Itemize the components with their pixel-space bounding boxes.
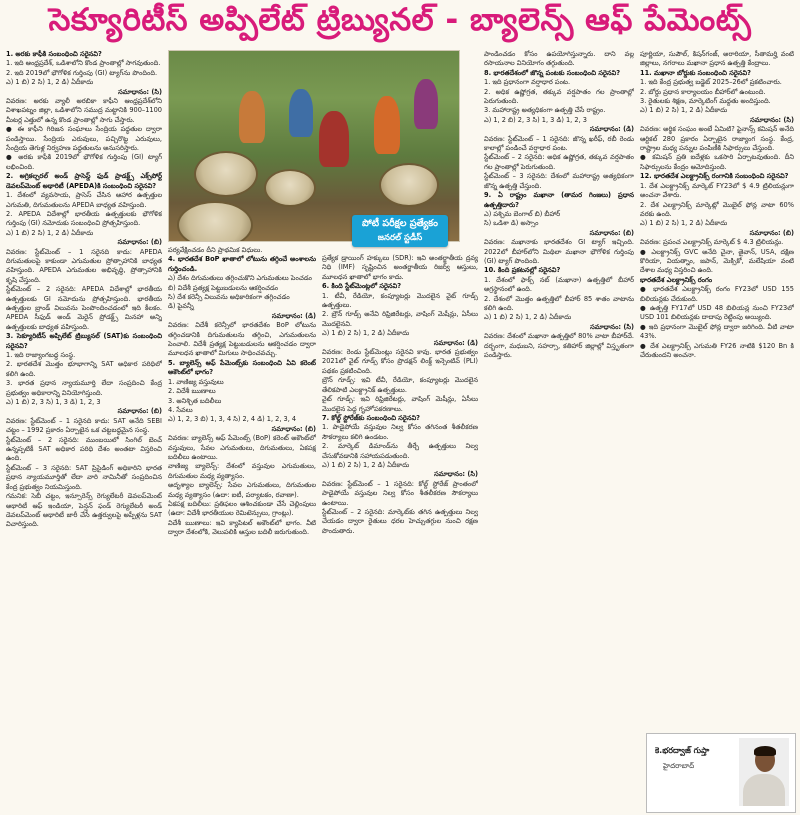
article-paragraph: బ్రౌన్ గూడ్స్: ఇవి టీవీ, రేడియో, కంప్యూటర్లు మొదలైన తేలికపాటి ఎలక్ట్రానిక్ ఉత్పత్తులు. [322, 376, 478, 394]
article-paragraph: వివరణ: అర్థిక సంఘం అంటే ఏమిటి? ఫైనాన్స్ కమిషన్ అనేది ఆర్టికల్ 280 ప్రకారం ఏర్పాటైన రాజ్యాంగ సంస్థ. కేంద్ర, రాష్ట్రాల మధ్య పన్నుల పంపిణీకి సిఫార్సులు చేస్తుంది. [640, 125, 794, 153]
article-paragraph: సి) ఒడిశా డి) అస్సాం [484, 219, 539, 228]
article-paragraph: ఎ) 1, 2 బి) 2, 3 సి) 1, 3 డి) 1, 2, 3 [484, 115, 587, 124]
question-heading: 11. మఖానా బోర్డుకు సంబంధించి సరైనవి? [640, 68, 751, 77]
avatar [739, 738, 789, 806]
article-paragraph: 3. మహారాష్ట్ర అత్యధికంగా ఉత్పత్తి చేసే రాష్ట్రం. [484, 106, 606, 115]
article-paragraph: ఎ) 1, 2, 3 బి) 1, 3, 4 సి) 2, 4 డి) 1, 2, 3, 4 [168, 415, 297, 424]
article-paragraph: ● ఇది ప్రధానంగా మొబైల్ ఫోన్ల ద్వారా జరిగింది. వీటి వాటా 43%. [640, 322, 794, 341]
article-paragraph: 1. ఇది రాజ్యాంగబద్ధ సంస్థ. [6, 351, 76, 359]
article-paragraph: 2. బోర్డు ప్రధాన కార్యాలయం బీహార్‌లో ఉంటుంది. [640, 87, 766, 96]
article-paragraph: వివరణ: స్టేట్‌మెంట్ – 1 సరైనది: జొన్న ఖరీఫ్, రబీ రెండు కాలాల్లో పండించే వర్షాధార పంట. [484, 134, 634, 153]
answer-line: సమాధానం: (సి) [750, 115, 794, 124]
article-paragraph: ఎ) 1 బి) 2 సి) 1, 2 డి) ఏదీకాదు [6, 78, 94, 87]
basket [264, 169, 316, 207]
article-paragraph: సి) దేశ కరెన్సీ విలువను అధికారికంగా తగ్గించడం [168, 293, 290, 302]
article-paragraph: ఎ) 1 బి) 2 సి) 1, 2 డి) ఏదీకాదు [640, 106, 728, 115]
article-paragraph: ఎ) దేశం దిగుమతులు తగ్గించుకొని ఎగుమతులు పెంచడం [168, 274, 312, 283]
article-paragraph: వాణిజ్య బ్యాలెన్స్: దేశంలో వస్తువుల ఎగుమతులు, దిగుమతుల మధ్య వ్యత్యాసం. [168, 462, 316, 480]
article-paragraph: 3. భారత ప్రధాన న్యాయమూర్తి లేదా సంప్రదించి కేంద్ర ప్రభుత్వం అధికారాన్ని వినియోగిస్తుంది. [6, 379, 162, 397]
article-paragraph: ఎ) 1 బి) 2 సి) 1, 2 డి) ఏదీకాదు [640, 219, 728, 228]
article-paragraph: ● భారతదేశ ఎలక్ట్రానిక్స్ రంగం FY23లో USD 155 బిలియన్లకు చేరుకుంది. [640, 285, 794, 303]
article-paragraph: విదేశీ ఋణాలు: ఇవి క్యాపిటల్ అకౌంట్‌లో భాగం. వీటి ద్వారా దేశంలోకి, వెలుపలికి ఆస్తుల బదిలీ జరుగుతుంది. [168, 518, 316, 537]
answer-line: సమాధానం: (సి) [118, 87, 162, 96]
farmer-figure [414, 79, 438, 129]
author-box [646, 733, 796, 813]
question-heading: 7. కోల్డ్ స్టోరేజ్‌కు సంబంధించి సరైనవి? [322, 413, 420, 422]
article-paragraph: వివరణ: స్టేట్‌మెంట్ – 1 సరైనది కాదు: APEDA దిగుమతులపై కాకుండా ఎగుమతుల ప్రోత్సాహానికి బాధ్యత వహిస్తుంది. APEDA ఎగుమతుల అభివృద్ధి, ప్రోత్సాహానికి కృషి చేస్తుంది. [6, 247, 162, 284]
article-paragraph: 2. దేశ ఎలక్ట్రానిక్స్ మార్కెట్లో మొబైల్ ఫోన్ల వాటా 60% వరకు ఉంది. [640, 200, 794, 218]
author-place: హైదరాబాద్ [663, 762, 695, 770]
article-paragraph: స్టేట్‌మెంట్ – 2 సరైనది: మార్కెట్‌కు తగిన ఉత్పత్తులు నిల్వ చేయడం ద్వారా రైతులు ధరల హెచ్చుతగ్గుల నుంచి రక్షణ పొందుతారు. [322, 507, 478, 535]
article-paragraph: ఎ) 1 బి) 2 సి) 1, 2 డి) ఏదీకాదు [322, 460, 410, 469]
article-column-1 [6, 50, 162, 810]
article-paragraph: వివరణ: దేశంలో మఖానా ఉత్పత్తిలో 80% వాటా బీహార్‌దే. దర్భంగా, మధుబని, సహర్సా, కతిహార్ జిల్లాల్లో విస్తృతంగా పండిస్తారు. [484, 332, 634, 359]
article-paragraph: స్టేట్‌మెంట్ – 3 సరైనది: దేశంలో మహారాష్ట్ర అత్యధికంగా జొన్న ఉత్పత్తి చేస్తుంది. [484, 172, 634, 190]
article-paragraph: ఏకపక్ష బదిలీలు: ప్రతిఫలం ఆశించకుండా చేసే చెల్లింపులు (ఉదా: విదేశీ భారతీయుల రెమిటెన్సులు, గ్రాంట్లు). [168, 499, 316, 518]
question-heading: 12. భారతదేశ ఎలక్ట్రానిక్స్ రంగానికి సంబంధించి సరైనవి? [640, 172, 789, 181]
article-paragraph: ● ఉత్పత్తి FY17లో USD 48 బిలియన్ల నుంచి FY23లో USD 101 బిలియన్లకు దాదాపు రెట్టింపు అయ్యింది. [640, 303, 794, 322]
article-paragraph: ఎ) 1 బి) 2 సి) 1, 2 డి) ఏదీకాదు [6, 228, 94, 237]
article-paragraph: ఎ) పశ్చిమ బెంగాల్ బి) బీహార్ [484, 209, 561, 218]
article-paragraph: 1. టీవీ, రేడియో, కంప్యూటర్లు మొదలైన వైట్ గూడ్స్ ఉత్పత్తులు. [322, 291, 478, 310]
article-paragraph: స్టేట్‌మెంట్ – 2 సరైనది: APEDA విదేశాల్లో భారతీయ ఉత్పత్తులకు GI నమోదును ప్రోత్సహిస్తుంది. భారతీయ ఉత్పత్తుల బ్రాండ్ విలువను పెంపొందించడంలో ఇది కీలకం. APEDA సీఫుడ్ అండ్ మెరైన్ ప్రోడక్ట్స్ మినహా అన్ని ఉత్పత్తులకు బాధ్యత వహిస్తుంది. [6, 285, 162, 331]
article-paragraph: అదృశ్యాల బ్యాలెన్స్: సేవల ఎగుమతులు, దిగుమతుల మధ్య వ్యత్యాసం (ఉదా: ఐటీ, పర్యాటకం, రవాణా). [168, 481, 316, 499]
question-heading: భారతదేశ ఎలక్ట్రానిక్స్ రంగం [640, 275, 713, 284]
article-paragraph: 2. భారతదేశ మొత్తం భూభాగాన్ని SAT అధికార పరిధిలో కలిగి ఉంది. [6, 360, 162, 378]
question-heading: 1. అరకు కాఫీకి సంబంధించి సరైనవి? [6, 50, 102, 58]
farmer-figure [239, 91, 265, 143]
article-paragraph: 4. సేవలు [168, 405, 193, 414]
question-heading: 2. అగ్రికల్చరల్ అండ్ ప్రాసెస్డ్ ఫుడ్ ప్రాడక్ట్స్ ఎక్స్‌పోర్ట్ డెవలప్‌మెంట్ అథారిటీ (APEDA)కి సంబంధించి సరైనవి? [6, 172, 162, 190]
article-column-4 [484, 50, 634, 810]
answer-line: సమాధానం: (బి) [589, 228, 634, 237]
question-heading: 10. కింది ప్రకటనల్లో సరైనవి? [484, 266, 561, 275]
article-paragraph: 2. APEDA విదేశాల్లో భారతీయ ఉత్పత్తులకు భౌగోళిక గుర్తింపు (GI) నమోదుకు సంబంధించి ప్రోత్సహిస్తుంది. [6, 209, 162, 228]
article-paragraph: పూర్ణియా, సుపౌల్, కిషన్‌గంజ్, అరారియా, సీతామర్హి వంటి జిల్లాలు, నగరాలు మఖానా ప్రధాన ఉత్పత్తి కేంద్రాలు. [640, 50, 794, 68]
answer-line: సమాధానం: (బి) [749, 228, 794, 237]
article-paragraph: గమనిక: సెబీ చట్టం, ఇన్సూరెన్స్ రెగ్యులేటరీ డెవలప్‌మెంట్ అథారిటీ ఆఫ్ ఇండియా, పెన్షన్ ఫండ్ రెగ్యులేటరీ అండ్ డెవలప్‌మెంట్ అథారిటీ జారీ చేసే ఉత్తర్వులపై అప్పీళ్లను SAT విచారిస్తుంది. [6, 492, 162, 529]
answer-line: సమాధానం: (డి) [433, 338, 478, 347]
article-paragraph: స్టేట్‌మెంట్ – 2 సరైనది: అధిక ఉష్ణోగ్రత, తక్కువ వర్షపాతం గల ప్రాంతాల్లో పెరుగుతుంది. [484, 153, 634, 171]
article-paragraph: 2. ఇది 2019లో భౌగోళిక గుర్తింపు (GI) ట్యాగ్‌ను పొందింది. [6, 68, 158, 77]
article-paragraph: వివరణ: స్టేట్‌మెంట్ – 1 సరైనది: కోల్డ్ స్టోరేజ్ ప్రాంతంలో పాడైపోయే వస్తువుల నిల్వ కోసం శీతలీకరణ సౌకర్యాలు ఉంటాయి. [322, 479, 478, 507]
article-paragraph: ● దేశ ఎలక్ట్రానిక్స్ ఎగుమతి FY26 నాటికి $120 Bn కి చేరుతుందని అంచనా. [640, 341, 794, 359]
article-paragraph: వివరణ: విదేశీ కరెన్సీలో భారతదేశం BoP లోటును తగ్గించడానికి దిగుమతులను తగ్గించి, ఎగుమతులను పెంచాలి. విదేశీ ప్రత్యక్ష పెట్టుబడులను ఆకర్షించడం ద్వారా మూలధన ఖాతాలో మిగులు సాధించవచ్చు. [168, 321, 316, 358]
article-paragraph: ● అరకు కాఫీకి 2019లో భౌగోళిక గుర్తింపు (GI) ట్యాగ్ లభించింది. [6, 153, 162, 171]
answer-line: సమాధానం: (డి) [271, 311, 316, 320]
article-paragraph: 1. దేశంలో ఫాక్స్ నట్ (మఖానా) ఉత్పత్తిలో బీహార్ అగ్రస్థానంలో ఉంది. [484, 275, 634, 294]
article-paragraph: వైట్ గూడ్స్: ఇవి రిఫ్రిజిరేటర్లు, వాషింగ్ మెషీన్లు, ఏసీలు మొదలైన పెద్ద గృహోపకరణాలు. [322, 395, 478, 413]
article-paragraph: 2. బ్రౌన్ గూడ్స్ అనేవి రిఫ్రిజిరేటర్లు, వాషింగ్ మెషీన్లు, ఏసీలు మొదలైనవి. [322, 310, 478, 328]
answer-line: సమాధానం: (బి) [117, 238, 162, 247]
article-paragraph: ఎ) 1 బి) 2, 3 సి) 1, 3 డి) 1, 2, 3 [6, 398, 101, 407]
article-paragraph: ప్రత్యేక డ్రాయింగ్ హక్కులు (SDR): ఇవి అంతర్జాతీయ ద్రవ్య నిధి (IMF) సృష్టించిన అంతర్జాతీయ రిజర్వ్ ఆస్తులు, మూలధన ఖాతాలో భాగం కాదు. [322, 254, 478, 281]
article-paragraph: 2. మార్కెట్ డిమాండ్‌ను తీర్చే ఉత్పత్తులు నిల్వ చేసుకోవడానికి సహాయపడుతుంది. [322, 442, 478, 460]
article-paragraph: 1. దేశంలో వ్యవసాయ, ప్రాసెస్ చేసిన ఆహార ఉత్పత్తుల ఎగుమతి, దిగుమతులను APEDA బాధ్యత వహిస్తుంది. [6, 191, 162, 209]
question-heading: 8. భారతదేశంలో జొన్న పంటకు సంబంధించి సరైనవి? [484, 68, 621, 77]
article-paragraph: 1. ఇది కేంద్ర ప్రభుత్వ బడ్జెట్ 2025–26లో ప్రకటించారు. [640, 78, 782, 87]
question-heading: 3. సెక్యూరిటీస్ అప్పిలేట్ ట్రిబ్యునల్ (SAT)కు సంబంధించి సరైనవి? [6, 332, 162, 350]
article-paragraph: 1. వాణిజ్య వస్తువులు [168, 377, 224, 386]
article-paragraph: 1. ఇది ప్రధానంగా వర్షాధార పంట. [484, 78, 571, 87]
article-paragraph: స్టేట్‌మెంట్ – 2 సరైనది: ముంబయిలో సింగిల్ బెంచ్ ఉన్నప్పటికీ SAT అధికార పరిధి దేశం అంతటా విస్తరించి ఉంది. [6, 435, 162, 463]
page-title: సెక్యూరిటీస్ అప్పిలేట్ ట్రిబ్యునల్ - బ్యాలెన్స్ ఆఫ్ పేమెంట్స్ [48, 1, 752, 38]
answer-line: సమాధానం: (బి) [117, 407, 162, 416]
question-heading: 6. కింది స్టేట్‌మెంట్లలో సరైనవి? [322, 282, 402, 291]
answer-line: సమాధానం: (డి) [589, 125, 634, 134]
article-paragraph: పాండించడం కోసం ఉపయోగిస్తున్నారు. దాని వల్ల రసాయనాల వినియోగం తగ్గుతుంది. [484, 50, 634, 68]
answer-line: సమాధానం: (సి) [434, 470, 478, 479]
question-heading: 4. భారతదేశ BoP ఖాతాలో లోటును తగ్గించే అంశాలను గుర్తించండి. [168, 255, 316, 273]
article-paragraph: పర్యవేక్షించడం దీని ప్రాథమిక విధులు. [168, 246, 263, 254]
article-paragraph: 2. అధిక ఉష్ణోగ్రత, తక్కువ వర్షపాతం గల ప్రాంతాల్లో పెరుగుతుంది. [484, 87, 634, 106]
answer-line: సమాధానం: (బి) [271, 424, 316, 433]
article-paragraph: వివరణ: రెండు స్టేట్‌మెంట్లు సరైనవి కావు. భారత ప్రభుత్వం 2021లో వైట్ గూడ్స్ కోసం ప్రొడక్షన్ లింక్డ్ ఇన్సెంటివ్ (PLI) పథకం ప్రకటించింది. [322, 348, 478, 375]
article-paragraph: బి) విదేశీ ప్రత్యక్ష పెట్టుబడులను ఆకర్షించడం [168, 283, 279, 292]
article-paragraph: ● ఈ కాఫీని గిరిజన సంఘాలు సేంద్రియ పద్ధతుల ద్వారా పండిస్తాయి. సేంద్రియ ఎరువులు, పచ్చిరొట్ట ఎరువులు, సేంద్రియ తెగుళ్ల నిర్వహణ పద్ధతులను అనుసరిస్తారు. [6, 125, 162, 153]
article-paragraph: స్టేట్‌మెంట్ – 3 సరైనది: SAT ప్రిసైడింగ్ అధికారిని భారత ప్రధాన న్యాయమూర్తితో లేదా వారి నామినీతో సంప్రదించిన కేంద్ర ప్రభుత్వం నియమిస్తుంది. [6, 463, 162, 491]
article-paragraph: 2. దేశంలో మొత్తం ఉత్పత్తిలో బీహార్ 85 శాతం వాటాను కలిగి ఉంది. [484, 294, 634, 312]
article-paragraph: 1. దేశ ఎలక్ట్రానిక్స్ మార్కెట్ FY23లో $ 4.9 ట్రిలియన్లుగా అంచనా వేశారు. [640, 181, 794, 200]
article-column-3 [322, 254, 478, 810]
article-paragraph: ● ఎలక్ట్రానిక్స్ GVC అనేది చైనా, తైవాన్, USA, దక్షిణ కొరియా, వియత్నాం, జపాన్, మెక్సికో, మలేషియా వంటి దేశాల మధ్య విస్తరించి ఉంది. [640, 247, 794, 275]
article-paragraph: 3. రైతులకు శిక్షణ, మార్కెటింగ్ మద్దతు అందిస్తుంది. [640, 97, 771, 106]
answer-line: సమాధానం: (సి) [590, 322, 634, 331]
farmer-figure [289, 89, 313, 137]
article-paragraph: ● కమిషన్ ప్రతి ఐదేళ్లకు ఒకసారి ఏర్పాటవుతుంది. దీని సిఫార్సులను కేంద్రం ఆమోదిస్తుంది. [640, 153, 794, 171]
question-heading: 9. ఏ రాష్ట్రం మఖానా (తామర గింజలు) ప్రధాన ఉత్పత్తిదారు? [484, 191, 634, 209]
article-paragraph: 3. అనిశ్చిత బదిలీలు [168, 396, 222, 405]
article-column-5 [640, 50, 794, 728]
article-column-2 [168, 246, 316, 810]
question-heading: 5. బ్యాలెన్స్ ఆఫ్ పేమెంట్స్‌కు సంబంధించి ఏవి కరెంట్ అకౌంట్‌లో భాగం? [168, 358, 316, 377]
article-paragraph: 1. ఇది ఆంధ్రప్రదేశ్, ఒడిశాలోని కొండ ప్రాంతాల్లో సాగవుతుంది. [6, 59, 161, 68]
article-paragraph: డి) పైవన్నీ [168, 302, 194, 311]
lotus-seed-farmers-photo [168, 50, 460, 242]
article-paragraph: 2. విదేశీ ఋణాలు [168, 387, 216, 396]
author-name: కె.భరద్వాజ్ గుప్తా [655, 746, 710, 755]
article-paragraph: 1. పాడైపోయే వస్తువుల నిల్వ కోసం తగినంత శీతలీకరణ సౌకర్యాలు కలిగి ఉండటం. [322, 423, 478, 441]
article-paragraph: వివరణ: ప్రపంచ ఎలక్ట్రానిక్స్ మార్కెట్ $ 4.3 ట్రిలియన్లు. [640, 238, 784, 247]
article-paragraph: వివరణ: అరకు వ్యాలీ అరబికా కాఫీని ఆంధ్రప్రదేశ్‌లోని విశాఖపట్నం జిల్లా, ఒడిశాలోని సముద్ర మట్టానికి 900–1100 మీటర్ల ఎత్తులో ఉన్న కొండ ప్రాంతాల్లో సాగు చేస్తారు. [6, 97, 162, 124]
badge-line2: జనరల్ స్టడీస్ [377, 233, 423, 243]
farmer-figure [319, 111, 349, 167]
badge-line1: పోటీ పరీక్షల ప్రత్యేకం [362, 218, 438, 229]
basket [177, 201, 253, 242]
article-paragraph: ఎ) 1 బి) 2 సి) 1, 2 డి) ఏదీకాదు [322, 329, 410, 338]
basket [194, 151, 258, 197]
article-paragraph: వివరణ: బ్యాలెన్స్ ఆఫ్ పేమెంట్స్ (BoP) కరెంట్ అకౌంట్‌లో వస్తువులు, సేవల ఎగుమతులు, దిగుమతులు, ఏకపక్ష బదిలీలు ఉంటాయి. [168, 434, 316, 461]
basket [379, 163, 439, 207]
section-badge [352, 215, 448, 247]
farmer-figure [374, 96, 400, 154]
article-paragraph: ఎ) 1 బి) 2 సి) 1, 2 డి) ఏదీకాదు [484, 313, 572, 322]
article-paragraph: వివరణ: స్టేట్‌మెంట్ – 1 సరైనది కాదు: SAT అనేది SEBI చట్టం – 1992 ప్రకారం ఏర్పాటైన ఒక చట్టబద్ధమైన సంస్థ. [6, 416, 162, 435]
article-paragraph: వివరణ: మఖానాకు భారతదేశం GI ట్యాగ్ ఇచ్చింది. 2022లో బీహార్‌లోని మిథిలా మఖానా భౌగోళిక గుర్తింపు (GI) ట్యాగ్ పొందింది. [484, 238, 634, 265]
